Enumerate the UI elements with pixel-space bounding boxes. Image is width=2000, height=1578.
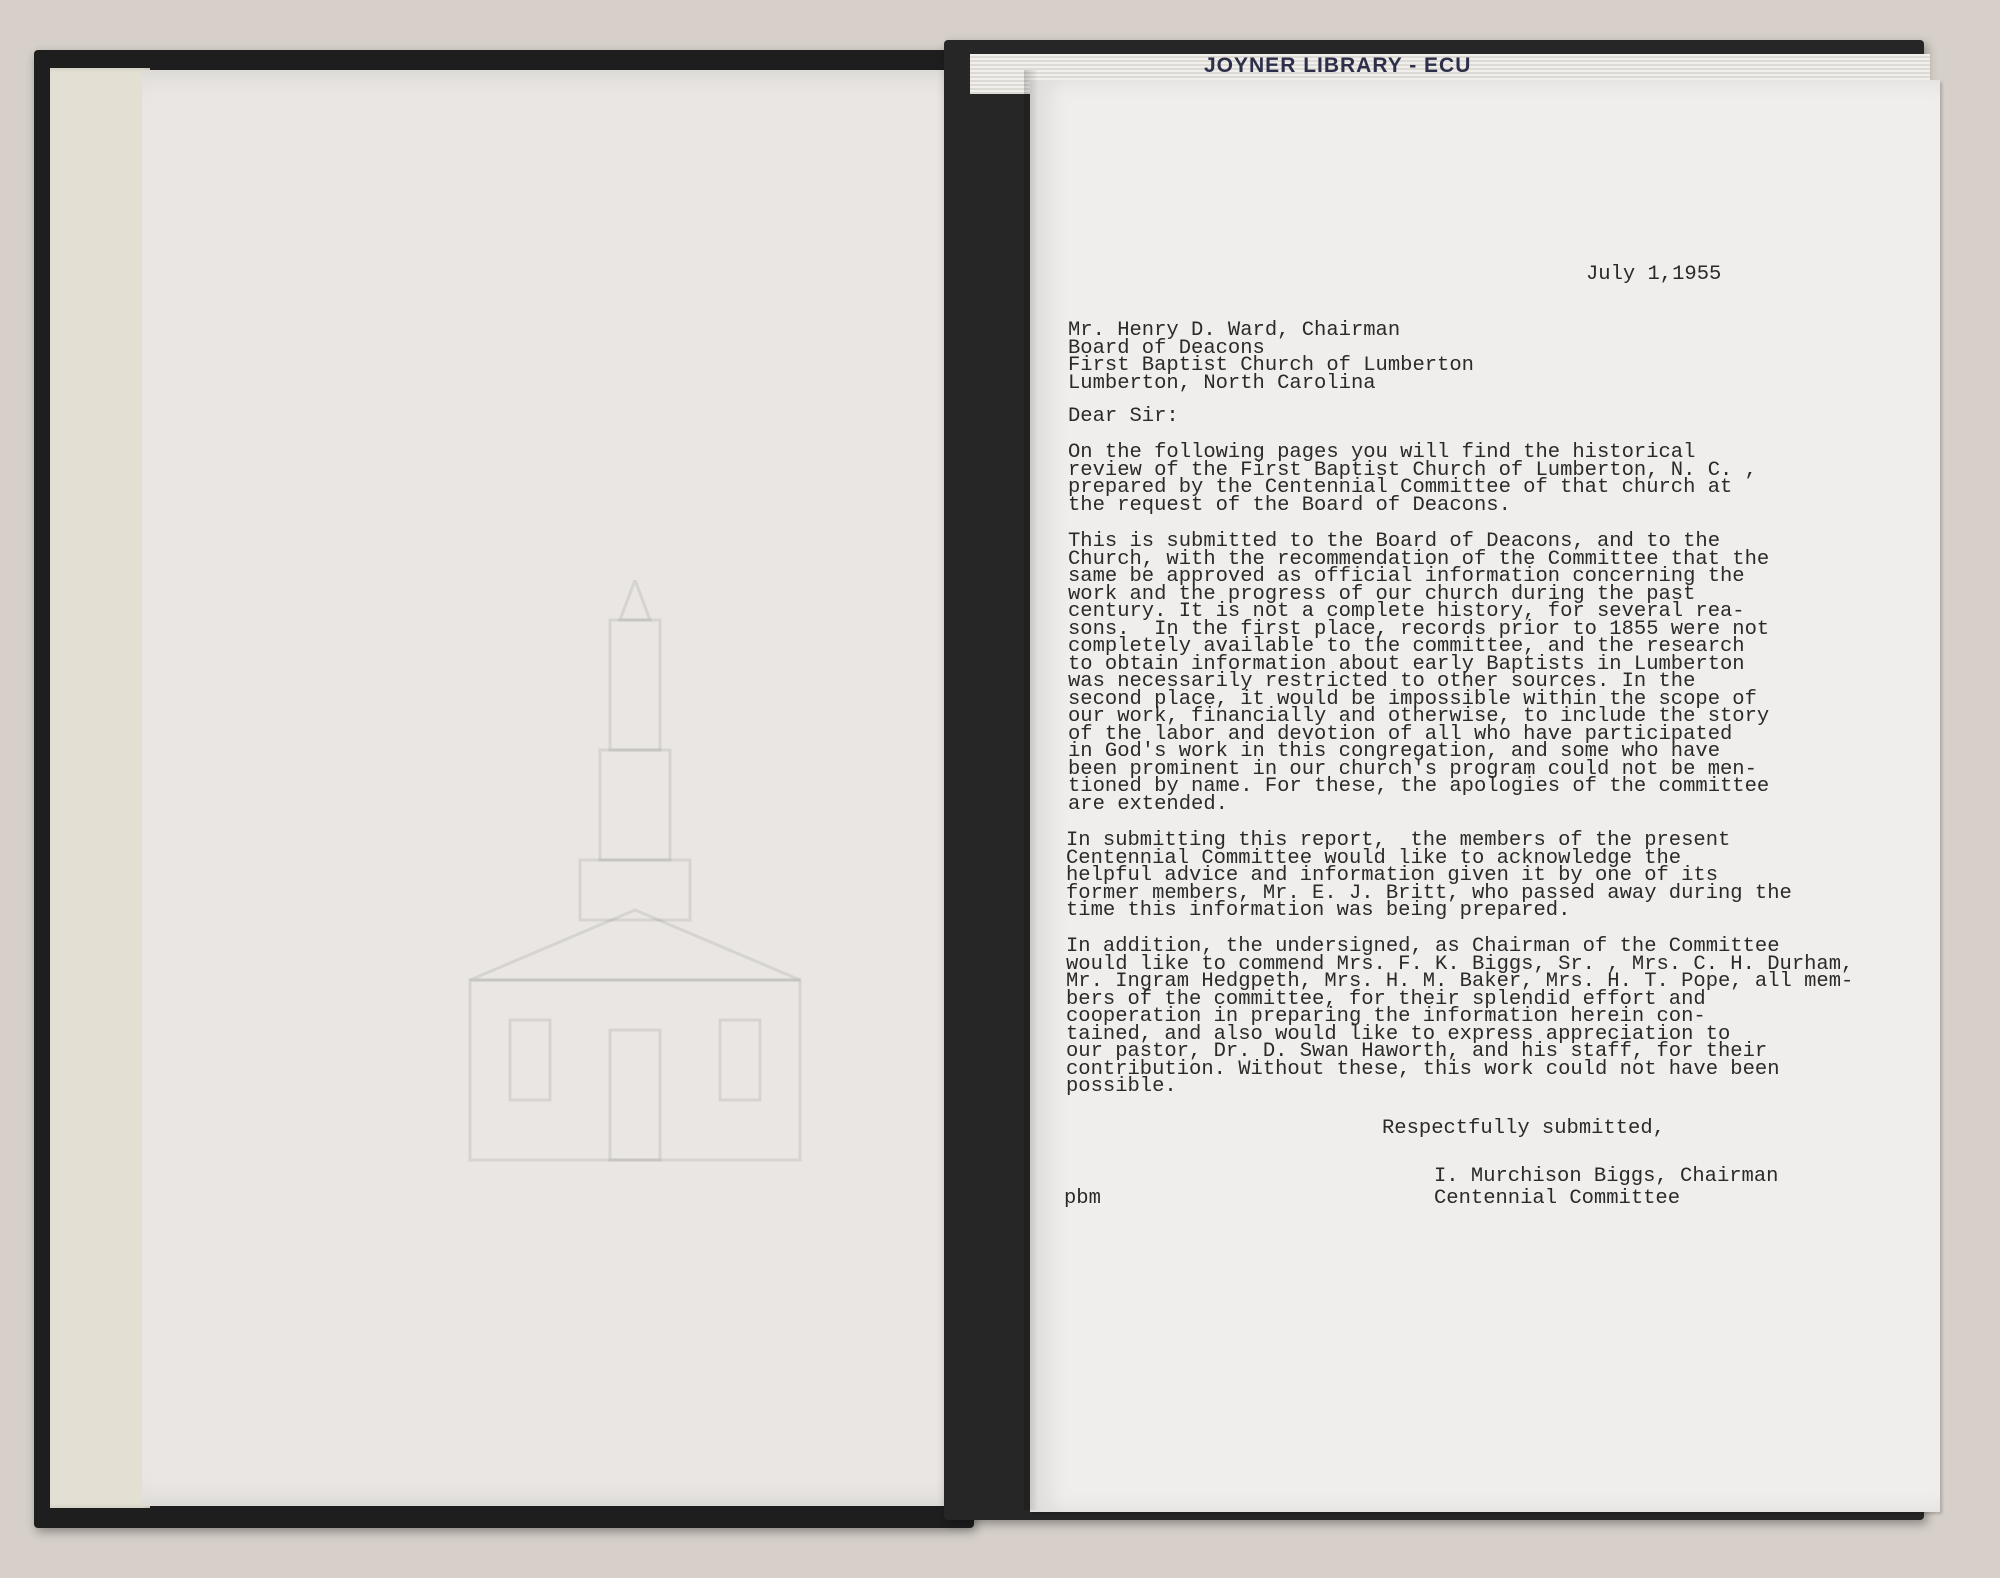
salutation: Dear Sir: bbox=[1068, 405, 1179, 428]
paragraph-line: cooperation in preparing the information herein con- bbox=[1066, 1005, 1706, 1028]
gutter-shadow bbox=[1024, 70, 1038, 1510]
letter-date: July 1,1955 bbox=[1586, 263, 1722, 286]
paragraph-line: This is submitted to the Board of Deacons, and to the bbox=[1068, 530, 1721, 553]
paragraph-line: In submitting this report, the members of the present bbox=[1066, 829, 1731, 852]
paragraph-line: our work, financially and otherwise, to include the story bbox=[1068, 705, 1770, 728]
paragraph-line: Centennial Committee would like to acknowledge the bbox=[1066, 846, 1682, 870]
paragraph-line: same be approved as official information concerning the bbox=[1068, 565, 1745, 588]
signature-title: Centennial Committee bbox=[1434, 1187, 1681, 1210]
typist-initials: pbm bbox=[1064, 1187, 1101, 1210]
paragraph-line: work and the progress of our church during the past bbox=[1068, 582, 1696, 606]
library-stamp: JOYNER LIBRARY - ECU bbox=[1204, 54, 1472, 77]
address-line: Lumberton, North Carolina bbox=[1068, 371, 1376, 395]
paragraph-line: the request of the Board of Deacons. bbox=[1068, 493, 1511, 517]
paragraph-line: helpful advice and information given it by one of its bbox=[1066, 864, 1719, 887]
paragraph-2 bbox=[1068, 530, 1770, 816]
paragraph-line: to obtain information about early Baptists in Lumberton bbox=[1068, 652, 1745, 676]
paragraph-1 bbox=[1068, 441, 1757, 517]
address-line: First Baptist Church of Lumberton bbox=[1068, 354, 1474, 377]
signature-name: I. Murchison Biggs, Chairman bbox=[1434, 1165, 1779, 1188]
paragraph-line: would like to commend Mrs. F. K. Biggs, Sr. , Mrs. C. H. Durham, bbox=[1066, 952, 1854, 976]
paragraph-line: second place, it would be impossible within the scope of bbox=[1068, 687, 1757, 711]
paragraph-line: Mr. Ingram Hedgpeth, Mrs. H. M. Baker, Mrs. H. T. Pope, all mem- bbox=[1066, 970, 1854, 993]
paragraph-line: been prominent in our church's program could not be men- bbox=[1068, 757, 1757, 781]
paragraph-4 bbox=[1066, 935, 1854, 1098]
paragraph-line: century. It is not a complete history, for several rea- bbox=[1068, 600, 1745, 623]
inside-address bbox=[1068, 319, 1474, 395]
paragraph-line: are extended. bbox=[1068, 792, 1228, 816]
paragraph-line: prepared by the Centennial Committee of that church at bbox=[1068, 476, 1733, 499]
address-line: Mr. Henry D. Ward, Chairman bbox=[1068, 319, 1401, 342]
paragraph-line: Church, with the recommendation of the Committee that the bbox=[1068, 547, 1770, 571]
paragraph-3 bbox=[1066, 829, 1792, 922]
paragraph-line: of the labor and devotion of all who have participated bbox=[1068, 722, 1733, 746]
paragraph-line: review of the First Baptist Church of Lumberton, N. C. , bbox=[1068, 458, 1757, 482]
paragraph-line: bers of the committee, for their splendid effort and bbox=[1066, 987, 1706, 1011]
paragraph-line: time this information was being prepared. bbox=[1066, 899, 1571, 922]
paragraph-line: our pastor, Dr. D. Swan Haworth, and his staff, for their bbox=[1066, 1040, 1768, 1063]
paragraph-line: was necessarily restricted to other sources. In the bbox=[1068, 670, 1696, 693]
address-line: Board of Deacons bbox=[1068, 336, 1265, 360]
paragraph-line: In addition, the undersigned, as Chairman of the Committee bbox=[1066, 935, 1780, 958]
paragraph-line: possible. bbox=[1066, 1075, 1177, 1098]
paragraph-line: On the following pages you will find the historical bbox=[1068, 441, 1696, 464]
complimentary-close: Respectfully submitted, bbox=[1382, 1117, 1665, 1140]
left-endpaper bbox=[50, 68, 150, 1508]
show-through-church-drawing bbox=[450, 580, 870, 1205]
paragraph-line: tained, and also would like to express appreciation to bbox=[1066, 1022, 1731, 1046]
paragraph-line: tioned by name. For these, the apologies of the committee bbox=[1068, 775, 1770, 798]
paragraph-line: former members, Mr. E. J. Britt, who passed away during the bbox=[1066, 881, 1792, 905]
paragraph-line: contribution. Without these, this work could not have been bbox=[1066, 1057, 1780, 1081]
paragraph-line: in God's work in this congregation, and some who have bbox=[1068, 740, 1721, 763]
paragraph-line: sons. In the first place, records prior to 1855 were not bbox=[1068, 617, 1770, 641]
paragraph-line: completely available to the committee, and the research bbox=[1068, 635, 1745, 658]
